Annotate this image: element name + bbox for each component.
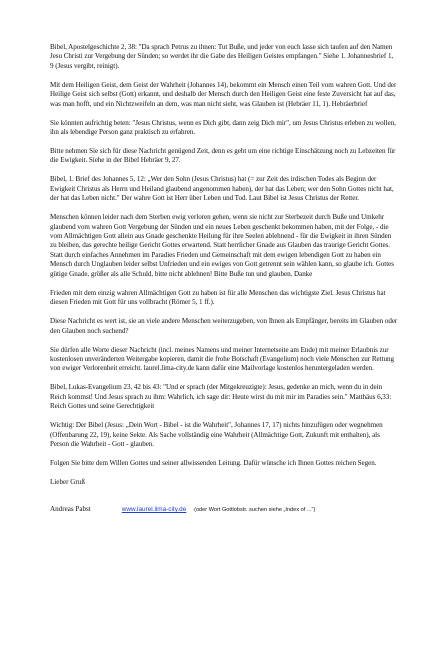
paragraph-blessing: Folgen Sie bitte dem Willen Gottes und seiner allwissenden Leitung. Dafür wünsche ich Ihnen Gottes reichen Segen. bbox=[50, 458, 377, 467]
signature-note: (oder Wort Gottlobstr. suchen siehe „Index of ...") bbox=[194, 507, 316, 514]
greeting: Lieber Gruß bbox=[50, 477, 85, 486]
signature-name: Andreas Pabst bbox=[50, 505, 91, 514]
paragraph-important: Wichtig: Der Bibel (Jesus: „Dein Wort - Bibel - ist die Wahrheit", Johannes 17, 17) nichts hinzufügen oder wegnehmen (Offenbarung 22, 19), keine Sekte. Als Sache vollständig eine Wahrheit (Allmächtige Gott, Zukunft mit enthalten), als Person die Wahrheit - Gott - glauben. bbox=[50, 421, 383, 448]
paragraph-prayer: Sie könnten aufrichtig beten: "Jesus Christus, wenn es Dich gibt, dann zeig Dich mir", um Jesus Christus erleben zu wollen, ihn als lebendige Person ganz praktisch zu erfahren. bbox=[50, 118, 396, 137]
paragraph-holy-spirit: Mit dem Heiligen Geist, dem Geist der Wahrheit (Johannes 14), bekommt ein Mensch einen Teil vom wahren Gott. Und der Heilige Geist sich selbst (Gott) erkannt, und deshalb der Mensch durch den Heiligen Geist eine feste Zuversicht hat auf das, was man hofft, und ein Nichtzweifeln an dem, was man nicht sieht, was Glauben ist (Hebräer 11, 1). Hebräerbrief bbox=[50, 80, 397, 108]
paragraph-peace-with-god: Frieden mit dem einzig wahren Allmächtigen Gott zu haben ist für alle Menschen das wichtigste Ziel. Jesus Christus hat diesen Frieden mit Gott für uns vollbracht (Römer 5, 1 ff.). bbox=[50, 288, 386, 307]
paragraph-acts-2-38: Bibel, Apostelgeschichte 2, 38: "Da sprach Petrus zu ihnen: Tut Buße, und jeder von euch lasse sich taufen auf den Namen Jesu Christi zur Vergebung der Sünden; so werdet ihr die Gabe des Heiligen Geistes empfangen." Siehe 1. Johannesbrief 1, 9 (Jesus vergibt, reinigt). bbox=[50, 43, 394, 70]
paragraph-permission: Sie dürfen alle Worte dieser Nachricht (incl. meines Namens und meiner Internetseite am Ende) mit meiner Erlaubnis zur kostenlosen unveränderten Weitergabe kopieren, damit die frohe Botschaft (Evangelium) noch viele Menschen zur Rettung von ewiger Verlorenheit erreicht. laurel.lima-city.de kann dafür eine Mailvorlage kostenlos heruntergeladen werden. bbox=[50, 345, 394, 373]
website-link[interactable]: www.laurel.lima-city.de bbox=[121, 506, 187, 514]
signature-row bbox=[50, 505, 398, 515]
paragraph-1-john-5-12: Bibel, 1. Brief des Johannes 5, 12: „Wer den Sohn (Jesus Christus) hat (= zur Zeit des irdischen Todes als Beginn der Ewigkeit Christus als Herrn und Heiland glaubend angenommen haben), der hat das Leben; wer den Sohn Gottes nicht hat, der hat das Leben nicht." Der wahre Gott ist Herr über Leben und Tod. Laut Bibel ist Jesus Christus der Retter. bbox=[50, 175, 394, 203]
paragraph-lost-after-death: Menschen können leider nach dem Sterben ewig verloren gehen, wenn sie nicht zur Sterbezeit durch Buße und Umkehr glaubend vom wahren Gott Vergebung der Sünden und ein neues Leben geschenkt bekommen haben, mit der Folge, - die vom Allmächtigen Gott allein aus Gnade geschenkte Heilung für ihre Seelen ablehnend - für die Ewigkeit in ihren Sünden zu bleiben, das gerechte heilige Gericht Gottes erwartend. Statt herrlicher Gnade aus Glauben das traurige Gericht Gottes. Statt durch einfaches Annehmen im Paradies Frieden und Gemeinschaft mit dem ewigen lebendigen Gott zu haben ein Mensch durch Unglauben leider selbst Unfrieden und ein ewiges von Gott getrennt sein wählen kann, so glaube ich. Gottes gütige Gnade, größer als alle Schuld, bitte nicht ablehnen! Bitte Buße tun und glauben. Danke bbox=[50, 213, 394, 278]
paragraph-luke-23: Bibel, Lukas-Evangelium 23, 42 bis 43: "Und er sprach (der Mitgekreuzigte): Jesus, gedenke an mich, wenn du in dein Reich kommst! Und Jesus sprach zu ihm: Wahrlich, ich sage dir: Heute wirst du mit mir im Paradies sein." Matthäus 6,33: Reich Gottes und seine Gerechtigkeit bbox=[50, 383, 392, 411]
paragraph-take-time: Bitte nehmen Sie sich für diese Nachricht genügend Zeit, denn es geht um eine richtige Einschätzung noch zu Lebzeiten für die Ewigkeit. Siehe in der Bibel Hebräer 9, 27. bbox=[50, 147, 396, 165]
paragraph-pass-on: Diese Nachricht es wert ist, sie an viele andere Menschen weiterzugeben, von Ihnen als Empfänger, bereits im Glauben oder den Glauben noch suchend? bbox=[50, 317, 398, 335]
